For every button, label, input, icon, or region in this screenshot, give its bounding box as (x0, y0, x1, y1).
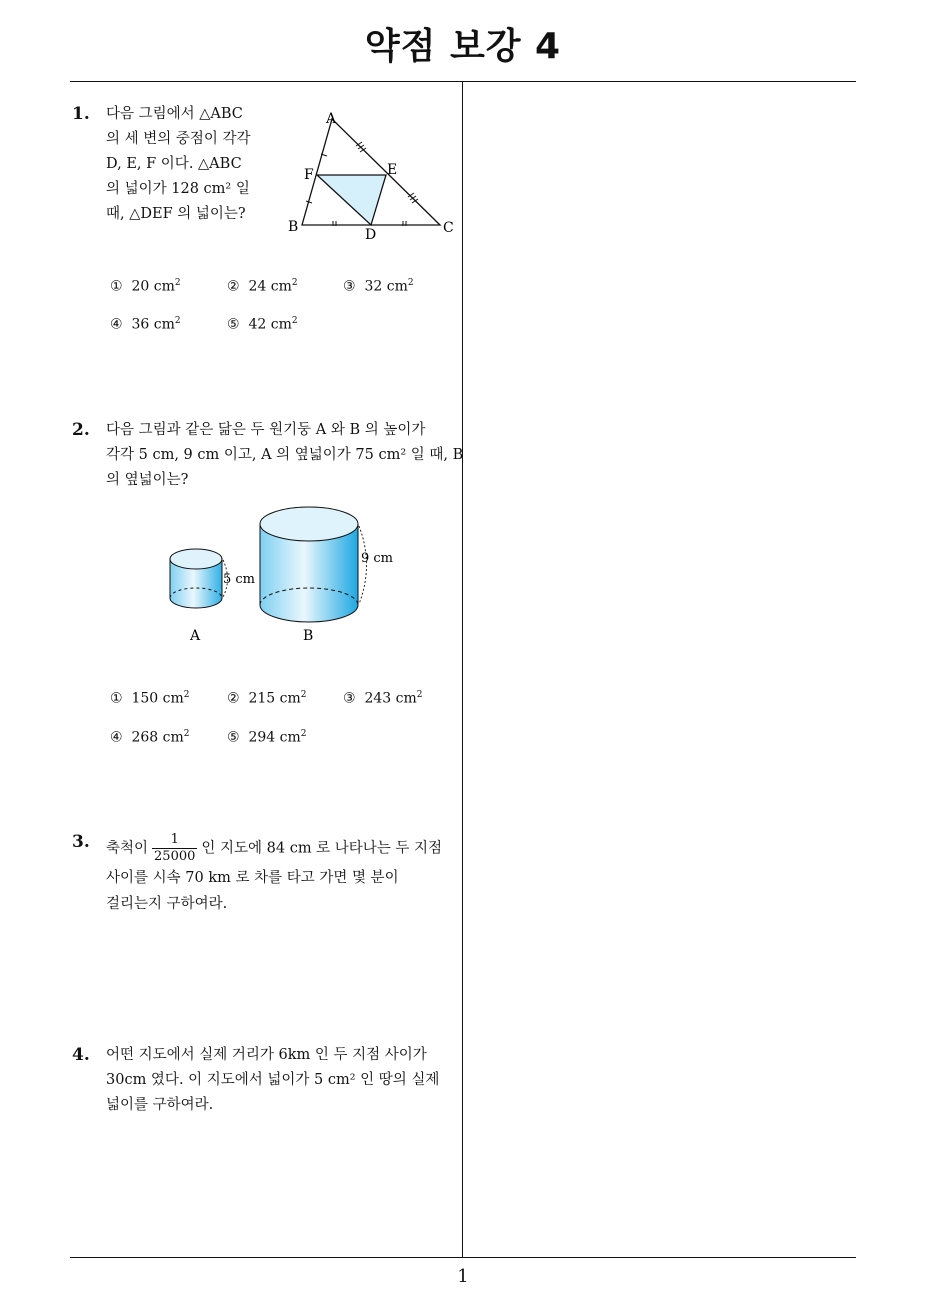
footer-rule (70, 1257, 856, 1258)
scale-fraction (152, 832, 197, 865)
label-a: A (326, 111, 337, 127)
triangle-figure (280, 105, 460, 240)
choice-1[interactable]: ① 150 $cm^2$ (110, 690, 190, 707)
choice-4[interactable]: ④ 268 $cm^2$ (110, 729, 190, 746)
question-text (106, 832, 442, 917)
text-line: 다음 그림과 같은 닮은 두 원기둥 A 와 B 의 높이가 (106, 422, 426, 438)
cylinder-b-label: B (303, 628, 314, 644)
page-title: 약점 보강 4 (364, 26, 562, 67)
question-number: 2. (72, 420, 90, 440)
cylinder-b (260, 507, 367, 622)
text-line: 사이를 시속 70 km 로 차를 타고 가면 몇 분이 (106, 870, 399, 886)
choice-1[interactable]: ① 20 $cm^2$ (110, 278, 181, 295)
label-c: C (443, 220, 454, 236)
question-text (106, 102, 251, 227)
question-text (106, 1043, 439, 1118)
text-line: 의 옆넓이는? (106, 472, 189, 488)
choice-5[interactable]: ⑤ 294 $cm^2$ (227, 729, 307, 746)
text-line: 각각 5 cm, 9 cm 이고, A 의 옆넓이가 75 cm² 일 때, B (106, 447, 464, 463)
choice-2[interactable]: ② 24 $cm^2$ (227, 278, 298, 295)
label-e: E (387, 162, 398, 178)
text-line: 걸리는지 구하여라. (106, 896, 228, 912)
cylinder-a-label: A (190, 628, 201, 644)
choice-5[interactable]: ⑤ 42 $cm^2$ (227, 316, 298, 333)
cylinder-a (170, 549, 228, 608)
label-b: B (288, 219, 299, 235)
text-line: 넓이를 구하여라. (106, 1097, 214, 1113)
fraction-denominator: 25000 (154, 849, 196, 864)
text-fragment: 축척이 (106, 840, 149, 857)
text-line: 다음 그림에서 △ABC (106, 106, 243, 122)
choice-3[interactable]: ③ 32 $cm^2$ (343, 278, 414, 295)
text-line (106, 832, 442, 865)
label-d: D (365, 227, 377, 240)
text-line: 어떤 지도에서 실제 거리가 6km 인 두 지점 사이가 (106, 1047, 427, 1063)
triangle-def-fill (317, 175, 386, 225)
text-line: 때, △DEF 의 넓이는? (106, 206, 246, 222)
text-line: 30cm 였다. 이 지도에서 넓이가 5 cm² 인 땅의 실제 (106, 1072, 440, 1088)
height-b-label: 9 cm (361, 551, 394, 566)
choice-3[interactable]: ③ 243 $cm^2$ (343, 690, 423, 707)
choice-2[interactable]: ② 215 $cm^2$ (227, 690, 307, 707)
header-rule (70, 81, 856, 82)
choice-4[interactable]: ④ 36 $cm^2$ (110, 316, 181, 333)
text-fragment: 인 지도에 84 cm 로 나타나는 두 지점 (201, 840, 443, 857)
question-number: 3. (72, 832, 90, 852)
fraction-numerator: 1 (152, 832, 197, 849)
question-number: 4. (72, 1045, 90, 1065)
text-line: 의 세 변의 중점이 각각 (106, 131, 251, 147)
text-line: D, E, F 이다. △ABC (106, 156, 242, 172)
column-divider (462, 82, 463, 1258)
page-number: 1 (457, 1266, 469, 1287)
text-line: 의 넓이가 128 cm² 일 (106, 181, 250, 197)
question-number: 1. (72, 104, 90, 124)
label-f: F (304, 167, 314, 183)
height-a-label: 5 cm (223, 572, 256, 587)
question-text (106, 418, 463, 493)
cylinders-figure (160, 500, 410, 650)
